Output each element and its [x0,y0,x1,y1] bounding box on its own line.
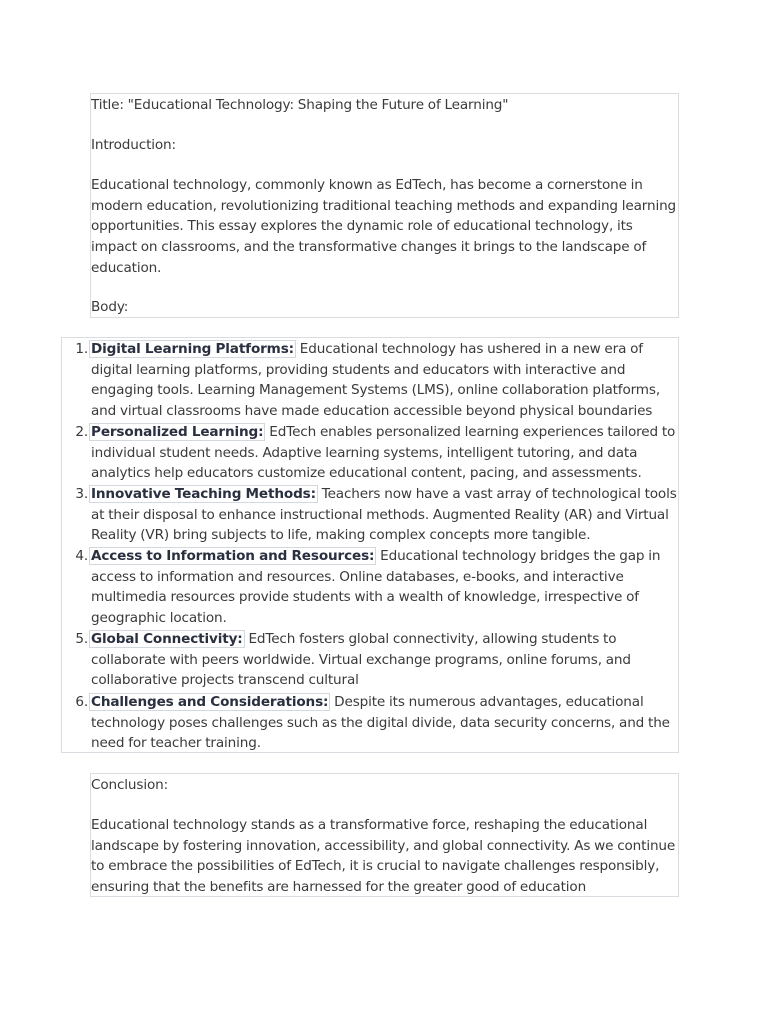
list-item-body [91,546,679,629]
list-item-lead: Innovative Teaching Methods: [91,486,316,502]
body-list-block [61,337,679,753]
document-title: Title: "Educational Technology: Shaping the Future of Learning" [91,97,509,113]
list-item-lead: Access to Information and Resources: [91,548,375,564]
list-item-number: 4. [75,548,88,564]
conclusion-heading: Conclusion: [91,777,169,793]
list-item-text: Despite its numerous advantages, educational technology poses challenges such as the digital divide, data security concerns, and the need for teacher training. [91,694,670,752]
list-item-number: 5. [75,631,88,647]
list-item-text: Teachers now have a vast array of technological tools at their disposal to enhance instructional methods. Augmented Reality (AR) and Virtual Reality (VR) bring subjects to life, making complex concepts more tangible. [91,486,677,544]
introduction-paragraph: Educational technology, commonly known as EdTech, has become a cornerstone in modern education, revolutionizing traditional teaching methods and expanding learning opportunities. This essay explores the dynamic role of educational technology, its impact on classrooms, and the transformative changes it brings to the landscape of education. [91,177,677,276]
list-item-body [91,692,679,754]
list-item-body [91,422,679,484]
conclusion-paragraph: Educational technology stands as a transformative force, reshaping the educational landscape by fostering innovation, accessibility, and global connectivity. As we continue to embrace the possibilities of EdTech, it is crucial to navigate challenges responsibly, ensuring that the benefits are harnessed for the greater good of education [91,817,676,896]
list-item-number: 3. [75,486,88,502]
intro-block [90,93,679,318]
list-item-number: 1. [75,341,88,357]
conclusion-block [90,773,679,897]
list-item-lead: Digital Learning Platforms: [91,341,294,357]
list-item-lead: Global Connectivity: [91,631,243,647]
introduction-heading: Introduction: [91,137,176,153]
list-item-lead: Challenges and Considerations: [91,694,329,710]
body-heading: Body: [91,299,129,315]
list-item-number: 2. [75,424,88,440]
list-item-number: 6. [75,694,88,710]
list-item-text: Educational technology bridges the gap in access to information and resources. Online databases, e-books, and interactive multimedia resources provide students with a wealth of knowledge, irrespective of geographic location. [91,548,661,627]
list-item-body [91,629,679,691]
list-item-text: EdTech fosters global connectivity, allowing students to collaborate with peers worldwide. Virtual exchange programs, online forums, and collaborative projects transcend cultural [91,631,631,689]
list-item-body [91,339,679,422]
list-item-lead: Personalized Learning: [91,424,264,440]
list-item-text: Educational technology has ushered in a new era of digital learning platforms, providing students and educators with interactive and engaging tools. Learning Management Systems (LMS), online collaboration platforms, and virtual classrooms have made education accessible beyond physical boundaries [91,341,661,420]
list-item-text: EdTech enables personalized learning experiences tailored to individual student needs. Adaptive learning systems, intelligent tutoring, and data analytics help educators customize educational content, pacing, and assessments. [91,424,676,482]
list-item-body [91,484,679,546]
